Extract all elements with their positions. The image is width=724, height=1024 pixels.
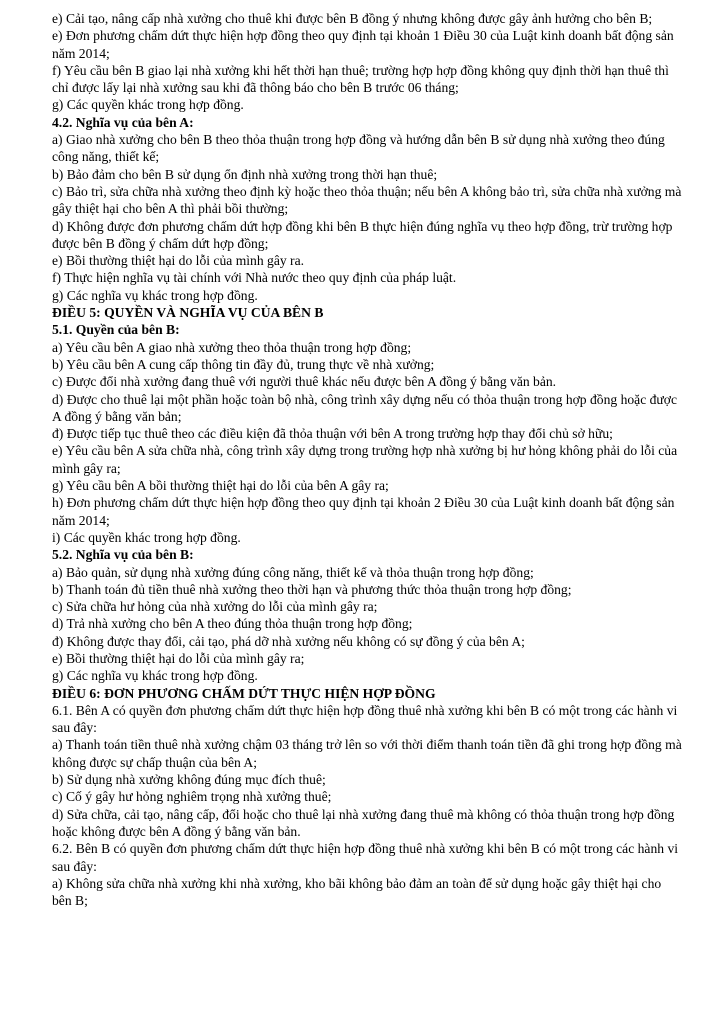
clause-text: h) Đơn phương chấm dứt thực hiện hợp đồng theo quy định tại khoản 2 Điều 30 của Luật kinh doanh bất động sản năm 2014;: [52, 495, 675, 528]
section-heading: ĐIỀU 5: QUYỀN VÀ NGHĨA VỤ CỦA BÊN B: [52, 305, 324, 321]
clause-text: f) Thực hiện nghĩa vụ tài chính với Nhà nước theo quy định của pháp luật.: [52, 270, 457, 286]
clause-text: c) Sửa chữa hư hỏng của nhà xưởng do lỗi của mình gây ra;: [52, 599, 378, 615]
clause-text: a) Bảo quản, sử dụng nhà xưởng đúng công năng, thiết kế và thỏa thuận trong hợp đồng;: [52, 564, 534, 580]
clause-text: e) Bồi thường thiệt hại do lỗi của mình gây ra;: [52, 650, 305, 666]
section-heading: 5.2. Nghĩa vụ của bên B:: [52, 547, 194, 563]
clause-text: a) Thanh toán tiền thuê nhà xưởng chậm 03 tháng trở lên so với thời điểm thanh toán tiền đã ghi trong hợp đồng mà không được sự chấp thuận của bên A;: [52, 737, 682, 770]
clause-text: 6.2. Bên B có quyền đơn phương chấm dứt thực hiện hợp đồng thuê nhà xưởng khi bên B có một trong các hành vi sau đây:: [52, 841, 679, 874]
section-heading: 5.1. Quyền của bên B:: [52, 322, 180, 338]
clause-text: g) Yêu cầu bên A bồi thường thiệt hại do lỗi của bên A gây ra;: [52, 478, 389, 494]
clause-text: f) Yêu cầu bên B giao lại nhà xưởng khi hết thời hạn thuê; trường hợp hợp đồng không quy định thời hạn thuê thì chỉ được lấy lại nhà xưởng sau khi đã thông báo cho bên B trước 06 tháng;: [52, 62, 669, 96]
clause-text: d) Được cho thuê lại một phần hoặc toàn bộ nhà, công trình xây dựng nếu có thỏa thuận trong hợp đồng hoặc được A đồng ý bằng văn bản;: [52, 391, 678, 424]
clause-text: e) Yêu cầu bên A sửa chữa nhà, công trình xây dựng trong trường hợp nhà xưởng bị hư hỏng không phải do lỗi của mình gây ra;: [52, 443, 678, 476]
clause-text: đ) Được tiếp tục thuê theo các điều kiện đã thỏa thuận với bên A trong trường hợp thay đổi chủ sở hữu;: [52, 426, 613, 442]
clause-text: b) Thanh toán đủ tiền thuê nhà xưởng theo thời hạn và phương thức thỏa thuận trong hợp đồng;: [52, 581, 572, 597]
clause-text: g) Các quyền khác trong hợp đồng.: [52, 97, 244, 113]
clause-text: đ) Không được thay đổi, cải tạo, phá dỡ nhà xưởng nếu không có sự đồng ý của bên A;: [52, 633, 525, 649]
clause-text: d) Không được đơn phương chấm dứt hợp đồng khi bên B thực hiện đúng nghĩa vụ theo hợp đồng, trừ trường hợp được bên B đồng ý chấm dứt hợp đồng;: [52, 218, 673, 251]
clause-text: e) Đơn phương chấm dứt thực hiện hợp đồng theo quy định tại khoản 1 Điều 30 của Luật kinh doanh bất động sản năm 2014;: [52, 28, 674, 61]
clause-text: g) Các nghĩa vụ khác trong hợp đồng.: [52, 668, 258, 684]
clause-text: d) Sửa chữa, cải tạo, nâng cấp, đổi hoặc cho thuê lại nhà xưởng đang thuê mà không có thỏa thuận trong hợp đồng hoặc không được bên A đồng ý bằng văn bản.: [52, 806, 675, 839]
clause-text: c) Bảo trì, sửa chữa nhà xưởng theo định kỳ hoặc theo thỏa thuận; nếu bên A không bảo trì, sửa chữa nhà xưởng mà gây thiệt hại cho bên A thì phải bồi thường;: [52, 183, 682, 217]
clause-text: g) Các nghĩa vụ khác trong hợp đồng.: [52, 287, 258, 303]
clause-text: b) Yêu cầu bên A cung cấp thông tin đầy đủ, trung thực về nhà xưởng;: [52, 356, 435, 372]
clause-text: e) Bồi thường thiệt hại do lỗi của mình gây ra.: [52, 253, 305, 269]
clause-text: b) Sử dụng nhà xưởng không đúng mục đích thuê;: [52, 772, 326, 788]
clause-text: i) Các quyền khác trong hợp đồng.: [52, 529, 241, 545]
clause-text: d) Trả nhà xưởng cho bên A theo đúng thỏa thuận trong hợp đồng;: [52, 616, 413, 632]
clause-text: a) Không sửa chữa nhà xưởng khi nhà xưởng, kho bãi không bảo đảm an toàn để sử dụng hoặc gây thiệt hại cho bên B;: [52, 875, 662, 909]
clause-text: c) Được đổi nhà xưởng đang thuê với người thuê khác nếu được bên A đồng ý bằng văn bản.: [52, 374, 557, 390]
clause-text: a) Yêu cầu bên A giao nhà xưởng theo thỏa thuận trong hợp đồng;: [52, 339, 412, 355]
clause-text: b) Bảo đảm cho bên B sử dụng ổn định nhà xưởng trong thời hạn thuê;: [52, 166, 438, 182]
clause-text: a) Giao nhà xưởng cho bên B theo thỏa thuận trong hợp đồng và hướng dẫn bên B sử dụng nhà xưởng theo đúng công năng, thiết kế;: [52, 132, 665, 165]
clause-text: e) Cải tạo, nâng cấp nhà xưởng cho thuê khi được bên B đồng ý nhưng không được gây ảnh hưởng cho bên B;: [52, 11, 653, 26]
section-heading: 4.2. Nghĩa vụ của bên A:: [52, 114, 194, 130]
clause-text: 6.1. Bên A có quyền đơn phương chấm dứt thực hiện hợp đồng thuê nhà xưởng khi bên B có một trong các hành vi sau đây:: [52, 702, 678, 736]
section-heading: ĐIỀU 6: ĐƠN PHƯƠNG CHẤM DỨT THỰC HIỆN HỢP ĐỒNG: [52, 685, 436, 701]
clause-text: c) Cố ý gây hư hỏng nghiêm trọng nhà xưởng thuê;: [52, 789, 332, 805]
